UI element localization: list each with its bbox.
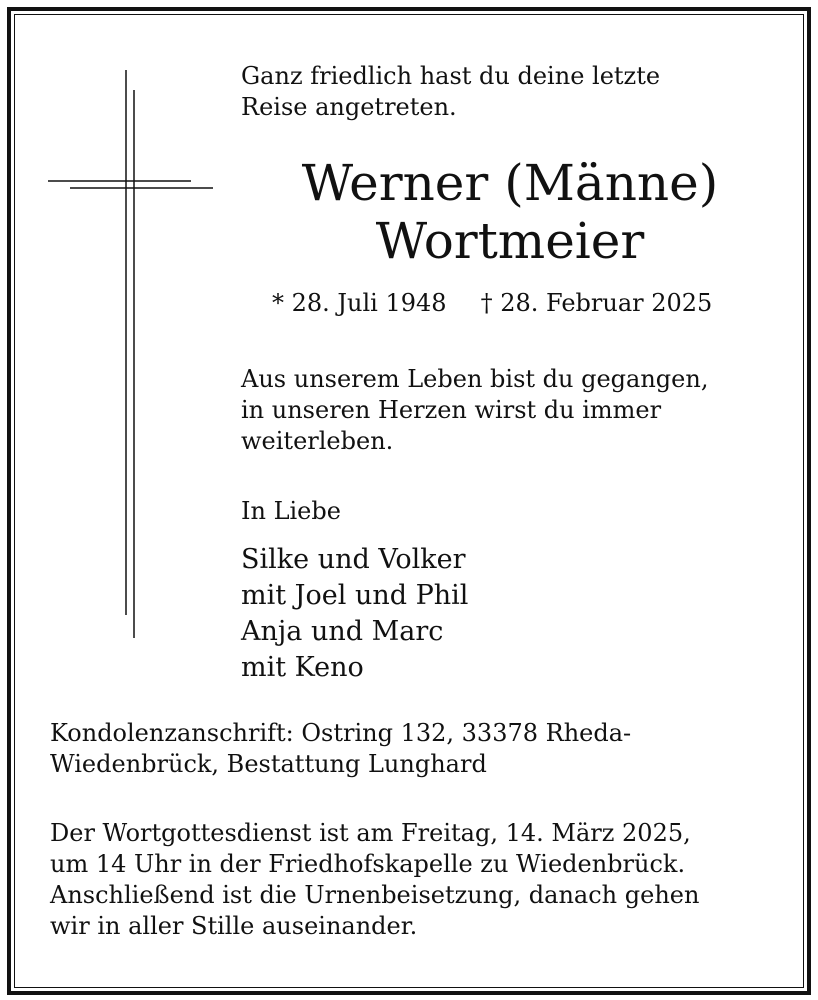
verse-line: weiterleben. [241, 427, 394, 455]
family-signatures [241, 542, 468, 686]
deceased-name [240, 154, 780, 270]
family-line: Silke und Volker [241, 544, 466, 575]
name-line-2: Wortmeier [375, 212, 645, 270]
condolence-address [50, 718, 631, 780]
family-line: mit Joel und Phil [241, 580, 469, 611]
service-line: Der Wortgottesdienst ist am Freitag, 14. März 2025, [50, 819, 691, 847]
service-line: um 14 Uhr in der Friedhofskapelle zu Wiedenbrück. [50, 850, 686, 878]
family-line: mit Keno [241, 652, 364, 683]
verse-line: Aus unserem Leben bist du gegangen, [241, 365, 709, 393]
memorial-verse [241, 364, 708, 457]
service-line: Anschließend ist die Urnenbeisetzung, danach gehen [50, 881, 700, 909]
life-dates [272, 288, 712, 319]
in-love-text: In Liebe [241, 497, 341, 525]
intro-verse [241, 61, 660, 123]
name-line-1: Werner (Männe) [301, 154, 719, 212]
birth-date: * 28. Juli 1948 [272, 289, 447, 317]
family-line: Anja und Marc [241, 616, 444, 647]
service-notice [50, 818, 699, 942]
intro-line: Reise angetreten. [241, 93, 457, 121]
address-line: Wiedenbrück, Bestattung Lunghard [50, 750, 487, 778]
service-line: wir in aller Stille auseinander. [50, 912, 418, 940]
address-line: Kondolenzanschrift: Ostring 132, 33378 Rheda- [50, 719, 632, 747]
in-love-line [241, 496, 341, 527]
verse-line: in unseren Herzen wirst du immer [241, 396, 662, 424]
death-date: † 28. Februar 2025 [480, 289, 713, 317]
intro-line: Ganz friedlich hast du deine letzte [241, 62, 661, 90]
